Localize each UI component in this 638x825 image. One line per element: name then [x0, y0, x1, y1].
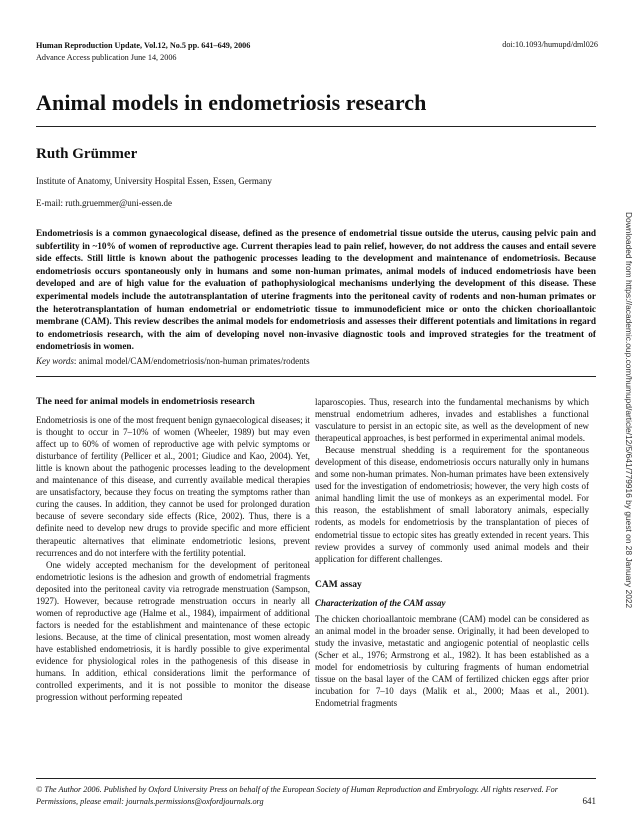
download-watermark: Downloaded from https://academic.oup.com/humupd/article/12/5/641/779916 by guest on 28 January 2022 — [624, 212, 634, 609]
section-heading: CAM assay — [315, 579, 362, 590]
page-number: 641 — [582, 796, 596, 806]
author-name: Ruth Grümmer — [36, 146, 138, 162]
keywords-label: Key words — [36, 356, 74, 366]
journal-citation: Human Reproduction Update, Vol.12, No.5 pp. 641–649, 2006 — [36, 41, 251, 50]
abstract-rule — [36, 376, 596, 377]
copyright-footer — [36, 784, 558, 808]
abstract: Endometriosis is a common gynaecological disease, defined as the presence of endometrial tissue outside the uterus, causing pelvic pain and subfertility in ~10% of women of reproductive age. Current therapies lead to pain relief, however, do not address the causes and entail severe side effects. Still little is known about the pathogenic processes leading to the development and maintenance of endometriosis. Because endometriosis occurs spontaneously only in humans and some non-human primates, animal models of induced endometriosis have been developed and are of high value for the evaluation of pathophysiological mechanisms underlying the development of this disease. These experimental models include the autotransplantation of uterine fragments into the peritoneal cavity of rodents and non-human primates or the heterotransplantation of human endometrial or endometriotic tissue to immunodeficient mice or onto the chicken chorioallantoic membrane (CAM). This review describes the animal models for endometriosis and assesses their different potentials and limitations in regard to endometriosis research, with the aim of developing novel non-invasive diagnostic tools and improved strategies for the treatment of endometriosis in women. — [36, 229, 596, 353]
running-header — [36, 40, 250, 64]
doi-link[interactable]: doi:10.1093/humupd/dml026 — [502, 40, 598, 49]
copyright-line: © The Author 2006. Published by Oxford University Press on behalf of the European Society of Human Reproduction and Embryology. All rights reserved. For — [36, 785, 558, 794]
paragraph: laparoscopies. Thus, research into the fundamental mechanisms by which menstrual endometrium adheres, invades and establishes a functional vasculature to persist in an ectopic site, as well as the development of new therapeutical approaches, is best performed in experimental animal models. — [315, 397, 589, 444]
title-rule — [36, 126, 596, 127]
keywords-list: : animal model/CAM/endometriosis/non-human primates/rodents — [73, 356, 310, 366]
footer-rule — [36, 778, 596, 779]
permissions-line: Permissions, please email: journals.permissions@oxfordjournals.org — [36, 797, 264, 806]
paragraph: Because menstrual shedding is a requirement for the spontaneous development of this disease, endometriosis occurs naturally only in humans and some non-human primates. Non-human primates have been extensively used for the investigation of endometriosis; however, the very high costs of animal handling limit the use of monkeys as an experimental model. For this reason, the establishment of small laboratory animals, especially rodents, as models for endometriosis by the transplantation of pieces of endometrial tissue to ectopic sites has greatly extended in recent years. This review provides a survey of commonly used animal models and their application for different challenges. — [315, 445, 589, 564]
section-heading: The need for animal models in endometriosis research — [36, 397, 255, 407]
author-email[interactable]: E-mail: ruth.gruemmer@uni-essen.de — [36, 198, 172, 208]
author-affiliation: Institute of Anatomy, University Hospital Essen, Essen, Germany — [36, 176, 272, 186]
paragraph: The chicken chorioallantoic membrane (CAM) model can be considered as an animal model in the broader sense. Originally, it had been developed to study the invasive, metastatic and angiogenic potential of neoplastic cells (Scher et al., 1976; Armstrong et al., 1982). It has been established as a model for endometriosis by culturing fragments of human endometrial tissue on the basal layer of the CAM of fertilized chicken eggs after prior incubation for 7–10 days (Malik et al., 2000; Maas et al., 2001). Endometrial fragments — [315, 613, 589, 709]
subsection-heading: Characterization of the CAM assay — [315, 597, 446, 608]
article-title: Animal models in endometriosis research — [36, 90, 427, 115]
body-column-left — [36, 396, 310, 703]
body-column-right — [315, 396, 589, 709]
paragraph: One widely accepted mechanism for the development of peritoneal endometriotic lesions is the adhesion and growth of endometrial fragments deposited into the peritoneal cavity via retrograde menstruation (Sampson, 1927). However, because retrograde menstruation occurs in nearly all women of reproductive age (Halme et al., 1984), impairment of additional factors is needed for the establishment and maintenance of these ectopic lesions. Because, at the time of clinical presentation, most women already have established endometriosis, it is hardly possible to give experimental evidence for physiological roles in the pathogenesis of this disease in humans. In addition, ethical considerations limit the performance of controlled experiments, and it is not possible to monitor the disease progression without performing repeated — [36, 559, 310, 703]
paragraph: Endometriosis is one of the most frequent benign gynaecological diseases; it is thought to occur in 7–10% of women (Wheeler, 1989) but may even affect up to 60% of women of reproductive age with pelvic symptoms or disturbance of fertility (Pellicer et al., 2001; Giudice and Kao, 2004). Yet, little is known about the pathogenic processes leading to the development and maintenance of this disease, and currently available medical therapies are unsatisfactory, because they focus on treating the symptoms rather than curing the causes. In addition, they cannot be used for prolonged duration because of severe secondary side effects (Rice, 2002). Thus, there is a definite need to develop new drugs to provide specific and more efficient therapeutic alternatives that eliminate endometriotic lesions, prevent recurrences and do not interfere with the fertility potential. — [36, 415, 310, 558]
keywords — [36, 356, 310, 366]
advance-access-note: Advance Access publication June 14, 2006 — [36, 53, 177, 62]
